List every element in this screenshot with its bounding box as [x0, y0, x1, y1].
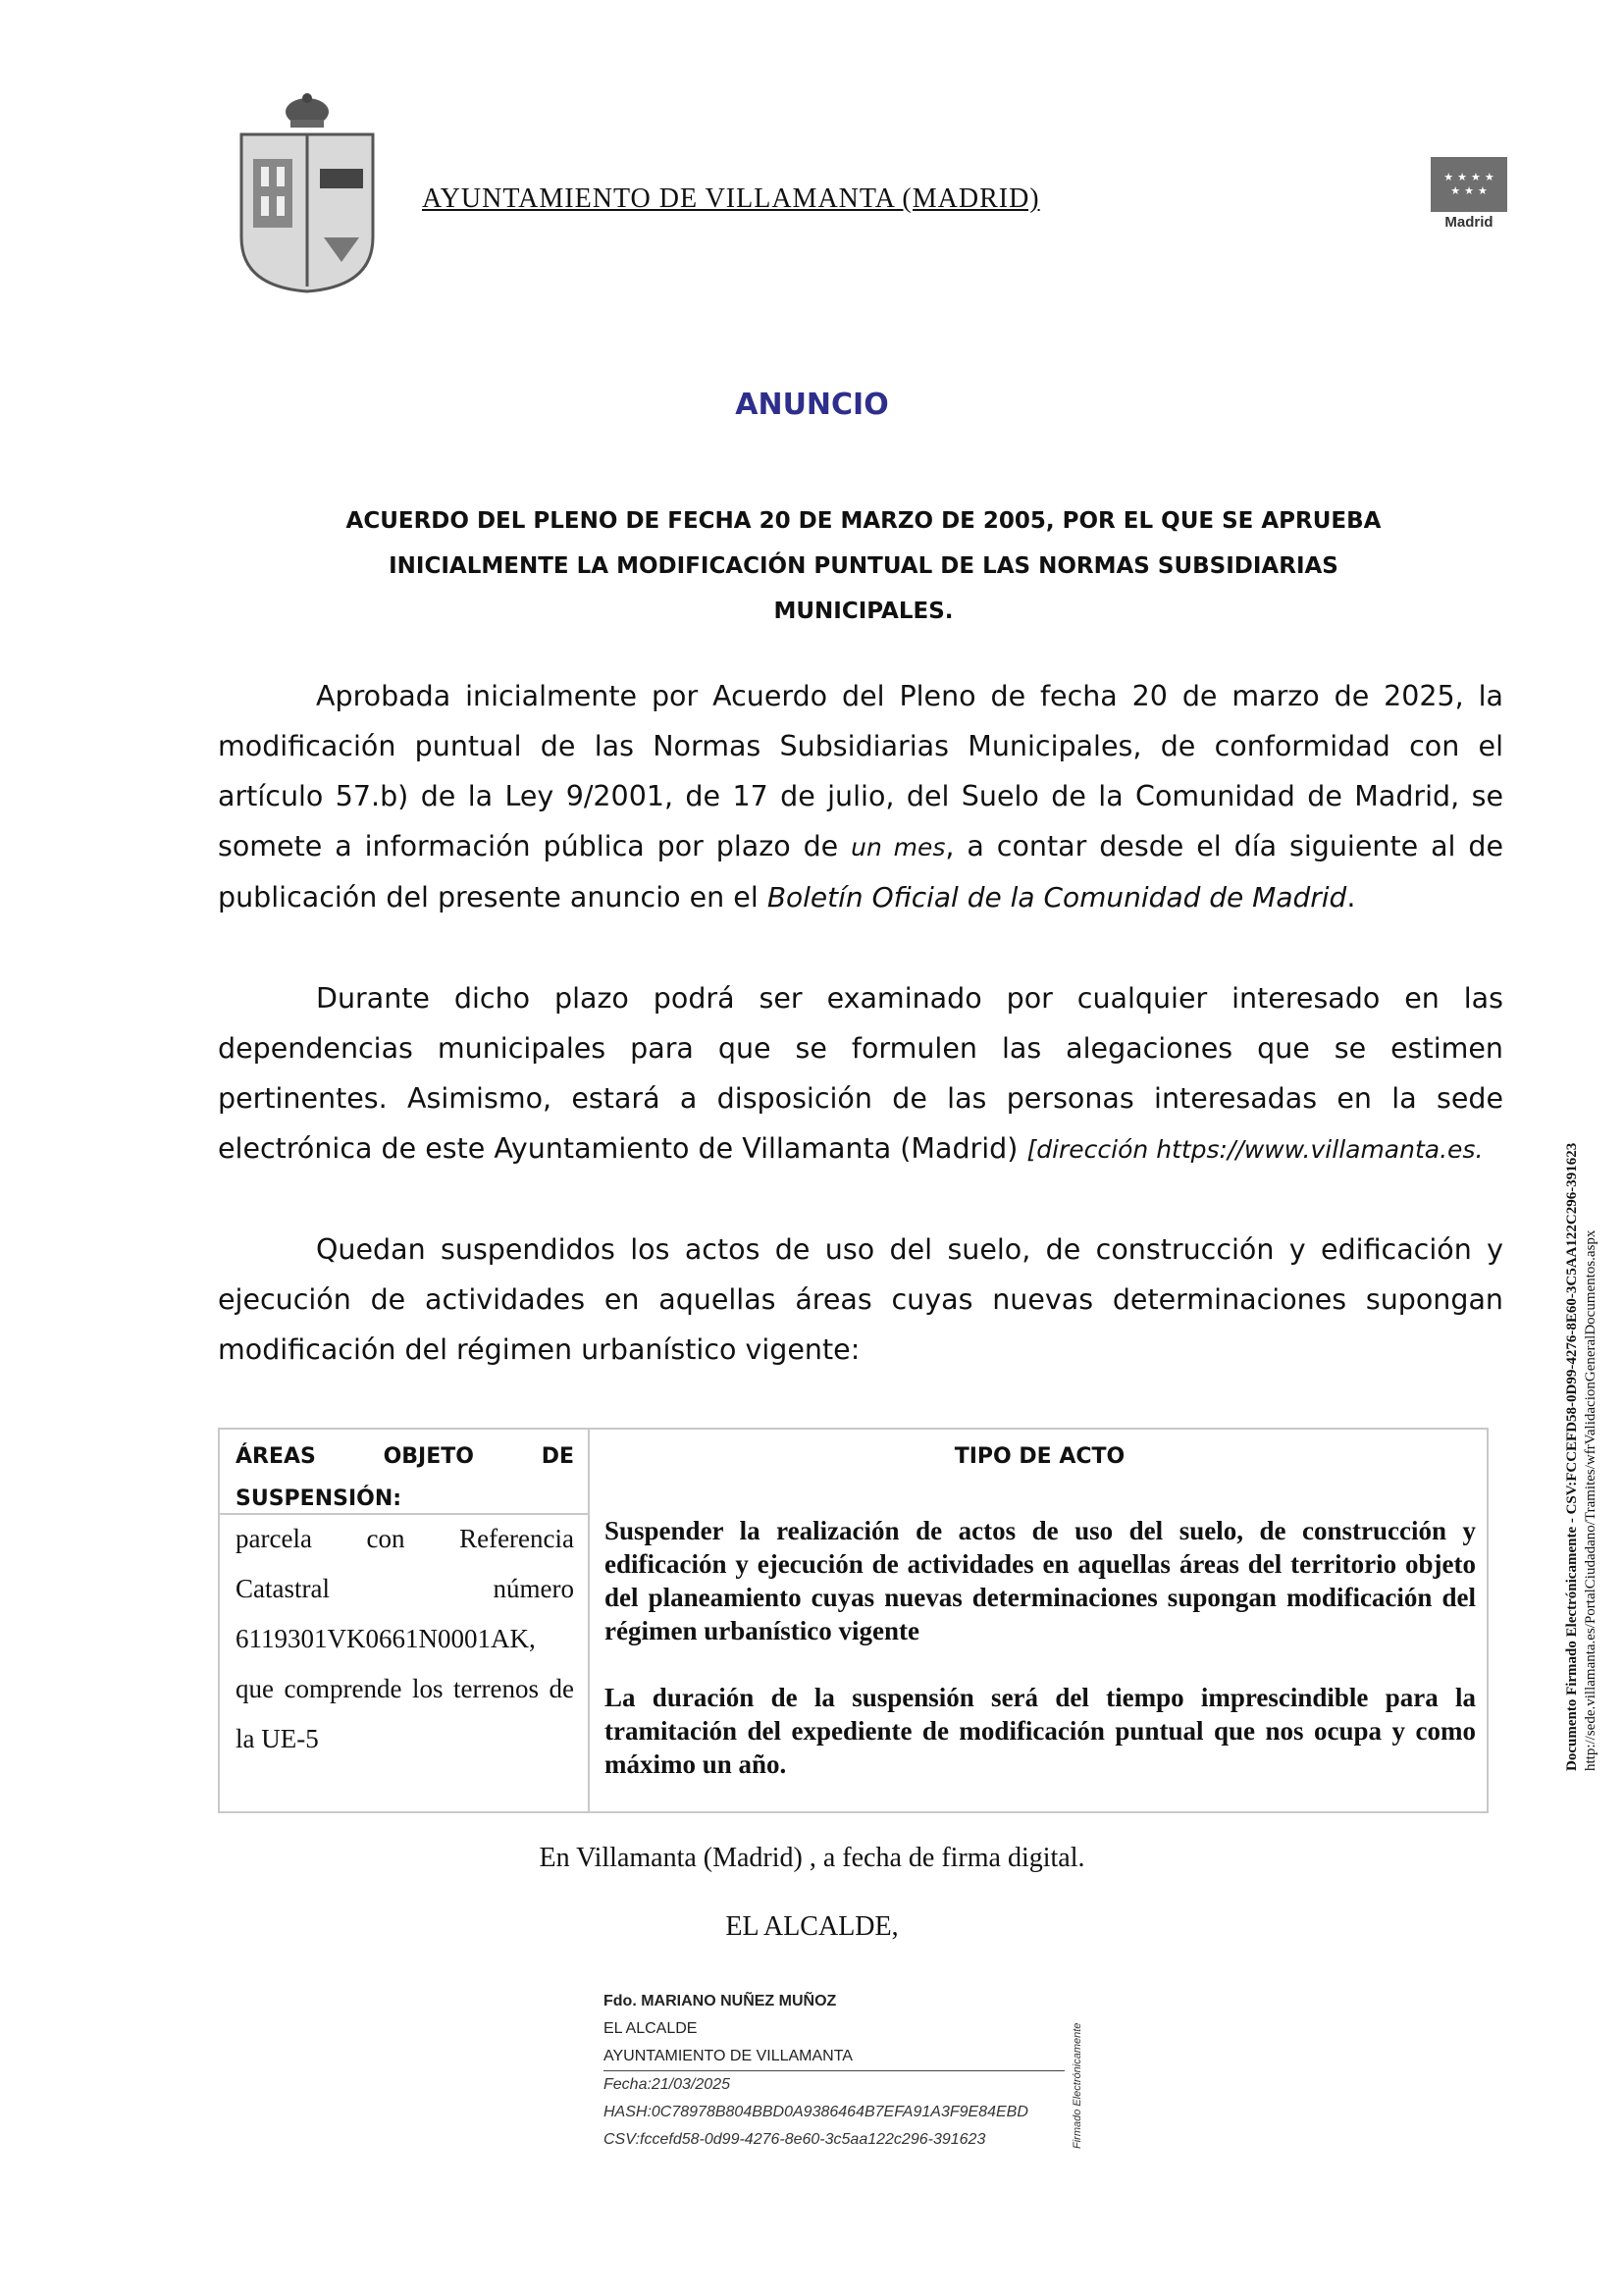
coat-of-arms-logo: [234, 90, 381, 296]
heading-line: INICIALMENTE LA MODIFICACIÓN PUNTUAL DE LAS NORMAS SUBSIDIARIAS: [389, 553, 1338, 579]
stars-icon: ★ ★ ★ ★ ★ ★ ★: [1431, 157, 1507, 212]
web-address: [dirección https://www.villamanta.es.: [1026, 1135, 1484, 1164]
heading-line: MUNICIPALES.: [773, 599, 954, 624]
paragraph-text: , a contar desde el día siguiente al de publicación del presente anuncio en el: [218, 830, 1503, 913]
heading-line: ACUERDO DEL PLENO DE FECHA 20 DE MARZO DE 2005, POR EL QUE SE APRUEBA: [345, 508, 1382, 534]
paragraph-approval: [218, 671, 1503, 922]
table-header-act-type: TIPO DE ACTO: [954, 1444, 1126, 1469]
signer-name: Fdo. MARIANO NUÑEZ MUÑOZ: [603, 1993, 837, 2009]
municipality-title: AYUNTAMIENTO DE VILLAMANTA (MADRID): [422, 183, 1040, 214]
madrid-logo-text: Madrid: [1444, 214, 1493, 231]
paragraph-suspension: [218, 1225, 1503, 1375]
table-cell-act-type: [604, 1514, 1476, 1814]
paragraph-text: Aprobada inicialmente por Acuerdo del Pleno de fecha 20 de marzo de 2025, la modificación puntual de las Normas Subsidiarias Municipales, de conformidad con el artículo 57.b) de la Ley 9/2001, de 17 de julio, del Suelo de la Comunidad de Madrid, se somete a información pública por plazo de: [218, 680, 1503, 862]
paragraph-text: .: [1346, 881, 1356, 913]
act-duration: La duración de la suspensión será del tiempo imprescindible para la tramitación del expediente de modificación puntual que nos ocupa y como máximo un año.: [604, 1683, 1476, 1779]
suspension-table: [218, 1428, 1489, 1813]
signature-csv: CSV:fccefd58-0d99-4276-8e60-3c5aa122c296-391623: [603, 2131, 986, 2148]
signature-date: Fecha:21/03/2025: [603, 2076, 730, 2093]
act-description: Suspender la realización de actos de uso del suelo, de construcción y edificación y ejecución de actividades en aquellas áreas del territorio objeto del planeamiento cuyas nuevas determinaciones supongan modificación del régimen urbanístico vigente: [604, 1516, 1476, 1645]
signature-hash: HASH:0C78978B804BBD0A9386464B7EFA91A3F9E84EBD: [603, 2104, 1028, 2120]
place-and-date: En Villamanta (Madrid) , a fecha de firma digital.: [539, 1843, 1085, 1873]
margin-validation-text: [1563, 957, 1608, 1771]
bulletin-name: Boletín Oficial de la Comunidad de Madrid: [766, 881, 1347, 913]
paragraph-text: Quedan suspendidos los actos de uso del suelo, de construcción y edificación y ejecución de actividades en aquellas áreas cuyas nuevas determinaciones supongan modificación del régimen urbanístico vigente:: [218, 1233, 1503, 1366]
agreement-heading: [245, 498, 1482, 634]
margin-csv-line: Documento Firmado Electrónicamente - CSV:FCCEFD58-0D99-4276-8E60-3C5AA122C296-391623: [1564, 1142, 1580, 1771]
paragraph-text: Durante dicho plazo podrá ser examinado por cualquier interesado en las dependencias municipales para que se formulen las alegaciones que se estimen pertinentes. Asimismo, estará a disposición de las personas interesadas en la sede electrónica de este Ayuntamiento de Villamanta (Madrid): [218, 982, 1503, 1165]
table-header-areas: ÁREAS OBJETO DE SUSPENSIÓN:: [236, 1444, 574, 1511]
margin-url-line: http://sede.villamanta.es/PortalCiudadano/Tramites/wfrValidacionGeneralDocumentos.aspx: [1583, 1229, 1598, 1771]
signer-role: EL ALCALDE: [603, 2020, 698, 2037]
term-text: un mes: [851, 833, 946, 861]
digital-signature-block: [603, 1988, 1065, 2154]
mayor-title: EL ALCALDE,: [725, 1911, 899, 1942]
signature-side-note: Firmado Electrónicamente: [1072, 2022, 1083, 2149]
signer-entity: AYUNTAMIENTO DE VILLAMANTA: [603, 2043, 1065, 2071]
paragraph-public-info: [218, 973, 1503, 1174]
announcement-title: ANUNCIO: [735, 388, 889, 422]
comunidad-madrid-logo: [1431, 157, 1507, 234]
table-cell-area: parcela con Referencia Catastral número 6119301VK0661N0001AK, que comprende los terrenos de la UE-5: [236, 1524, 574, 1753]
